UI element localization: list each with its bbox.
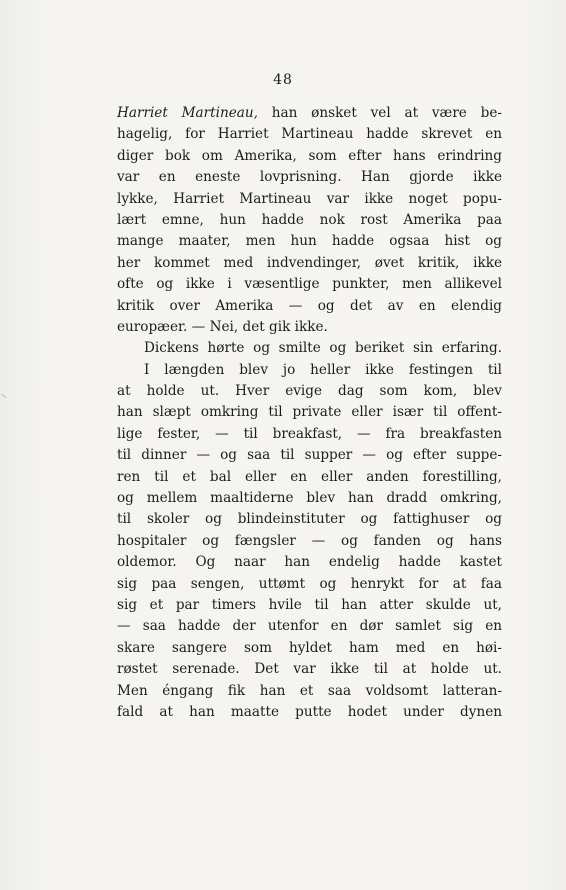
text-line	[117, 638, 502, 659]
line-text: røstet serenade. Det var ikke til at holde ut.	[117, 661, 502, 678]
line-text: diger bok om Amerika, som efter hans erindring	[117, 147, 502, 164]
line-text: lige fester, — til breakfast, — fra breakfasten	[117, 425, 502, 442]
line-text: han slæpt omkring til private eller især til offent-	[117, 404, 502, 421]
line-text: sig paa sengen, uttømt og henrykt for at faa	[117, 575, 502, 592]
text-line	[117, 381, 502, 402]
margin-mark	[1, 391, 9, 399]
line-text: oldemor. Og naar han endelig hadde kastet	[117, 554, 502, 571]
text-line	[117, 317, 502, 338]
line-text: at holde ut. Hver evige dag som kom, blev	[117, 383, 502, 400]
line-text: lykke, Harriet Martineau var ikke noget popu-	[117, 190, 502, 207]
line-text: ren til et bal eller en eller anden forestilling,	[117, 468, 502, 485]
text-line	[117, 167, 502, 188]
page-number: 48	[273, 72, 293, 88]
line-text: fald at han maatte putte hodet under dynen	[117, 703, 502, 720]
line-text: kritik over Amerika — og det av en elendig	[117, 297, 502, 314]
line-text: hagelig, for Harriet Martineau hadde skrevet en	[117, 126, 502, 143]
text-line	[117, 360, 502, 381]
line-text: mange maater, men hun hadde ogsaa hist og	[117, 233, 502, 250]
line-text: Men éngang fik han et saa voldsomt latteran-	[117, 682, 502, 699]
line-text: var en eneste lovprisning. Han gjorde ikke	[117, 169, 502, 186]
line-text: til dinner — og saa til supper — og efter suppe-	[117, 447, 502, 464]
text-line	[117, 681, 502, 702]
text-line	[117, 616, 502, 637]
text-line	[117, 296, 502, 317]
line-text: her kommet med indvendinger, øvet kritik, ikke	[117, 254, 502, 271]
line-text: hospitaler og fængsler — og fanden og hans	[117, 532, 502, 549]
text-line	[117, 274, 502, 295]
line-text: sig et par timers hvile til han atter skulde ut,	[117, 596, 502, 613]
text-line	[117, 402, 502, 423]
text-line	[117, 467, 502, 488]
text-line	[117, 103, 502, 124]
body-text	[117, 103, 502, 723]
text-line	[117, 552, 502, 573]
text-line	[117, 210, 502, 231]
line-text: europæer. — Nei, det gik ikke.	[117, 318, 328, 335]
italic-name: Harriet Martineau,	[117, 105, 258, 121]
text-line	[117, 189, 502, 210]
text-line	[117, 338, 502, 359]
text-line	[117, 509, 502, 530]
line-text: ofte og ikke i væsentlige punkter, men allikevel	[117, 276, 502, 293]
line-text: til skoler og blindeinstituter og fattighuser og	[117, 511, 502, 528]
text-line	[117, 702, 502, 723]
text-line	[117, 659, 502, 680]
line-text: skare sangere som hyldet ham med en høi-	[117, 639, 502, 656]
line-text: Dickens hørte og smilte og beriket sin erfaring.	[144, 340, 502, 357]
text-line	[117, 146, 502, 167]
line-text: — saa hadde der utenfor en dør samlet sig en	[117, 618, 502, 635]
text-line	[117, 531, 502, 552]
text-line	[117, 424, 502, 445]
text-line	[117, 231, 502, 252]
text-line	[117, 124, 502, 145]
line-text: lært emne, hun hadde nok rost Amerika paa	[117, 211, 502, 228]
line-text: og mellem maaltiderne blev han dradd omkring,	[117, 490, 502, 507]
text-line	[117, 574, 502, 595]
text-line	[117, 445, 502, 466]
text-line	[117, 488, 502, 509]
text-line	[117, 595, 502, 616]
line-text: han ønsket vel at være be-	[257, 105, 502, 121]
text-line	[117, 253, 502, 274]
line-text: I længden blev jo heller ikke festingen til	[144, 361, 502, 378]
